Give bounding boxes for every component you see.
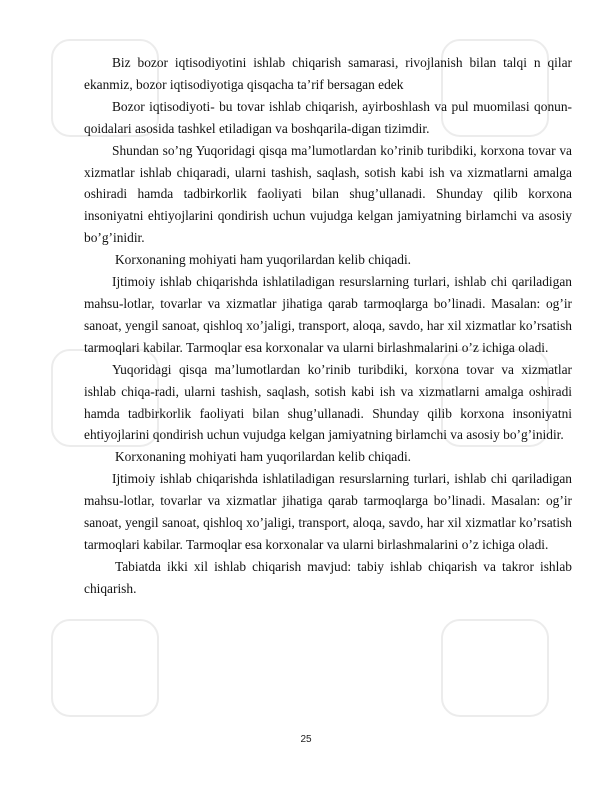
paragraph-production-types: Tabiatda ikki xil ishlab chiqarish mavjud: tabiy ishlab chiqarish va takror ishlab chiqarish. bbox=[84, 558, 572, 596]
paragraph-enterprise-role-repeat: Yuqoridagi qisqa ma’lumotlardan ko’rinib turibdiki, korxona tovar va xizmatlar ishlab chiqa-radi, ularni tashish, saqlash, sotish kabi ish va xizmatlarni amalga oshiradi hamda tadbirkorlik faoliyati bilan shug’ullanadi. Shunday qilib korxona insoniyatni ehtiyojlarini qondirish uchun vujudga kelgan jamiyatning birlamchi va asosiy bo’g’inidir. bbox=[84, 361, 572, 443]
paragraph-enterprise-essence: Korxonaning mohiyati ham yuqorilardan kelib chiqadi. bbox=[115, 252, 412, 268]
paragraph-industry-branches-repeat: Ijtimoiy ishlab chiqarishda ishlatiladigan resurslarning turlari, ishlab chi qariladigan mahsu-lotlar, tovarlar va xizmatlar jihatiga qarab tarmoqlarga bo’linadi. Masalan: og’ir sanoat, yengil sanoat, qishloq xo’jaligi, transport, aloqa, savdo, har xil xizmatlar ko’rsatish tarmoqlari kabilar. Tarmoqlar esa korxonalar va ularni birlashmalarini o’z ichiga oladi. bbox=[84, 471, 572, 552]
paragraph-enterprise-role: Shundan so’ng Yuqoridagi qisqa ma’lumotlardan ko’rinib turibdiki, korxona tovar va xizmatlar ishlab chiqaradi, ularni tashish, saqlash, sotish kabi ish va xizmatlarni amalga oshiradi hamda tadbirkorlik faoliyati bilan shug’ullanadi. Shunday qilib korxona insoniyatni ehtiyojlarini qondirish uchun vujudga kelgan jamiyatning birlamchi va asosiy bo’g’inidir. bbox=[84, 142, 572, 246]
paragraph-industry-branches: Ijtimoiy ishlab chiqarishda ishlatiladigan resurslarning turlari, ishlab chi qariladigan mahsu-lotlar, tovarlar va xizmatlar jihatiga qarab tarmoqlarga bo’linadi. Masalan: og’ir sanoat, yengil sanoat, qishloq xo’jaligi, transport, aloqa, savdo, har xil xizmatlar ko’rsatish tarmoqlari kabilar. Tarmoqlar esa korxonalar va ularni birlashmalarini o’z ichiga oladi. bbox=[84, 274, 572, 355]
paragraph-intro: Biz bozor iqtisodiyotini ishlab chiqarish samarasi, rivojlanish bilan talqi n qilar ekanmiz, bozor iqtisodiyotiga qisqacha ta’rif bersagan edek bbox=[84, 55, 572, 92]
paragraph-enterprise-essence-repeat: Korxonaning mohiyati ham yuqorilardan kelib chiqadi. bbox=[115, 449, 412, 465]
document-body bbox=[84, 52, 572, 600]
page-number: 25 bbox=[300, 734, 312, 745]
paragraph-market-economy-definition: Bozor iqtisodiyoti- bu tovar ishlab chiqarish, ayirboshlash va pul muomilasi qonun-qoidalari asosida tashkel etiladigan va boshqarila-digan tizimdir. bbox=[84, 98, 572, 136]
